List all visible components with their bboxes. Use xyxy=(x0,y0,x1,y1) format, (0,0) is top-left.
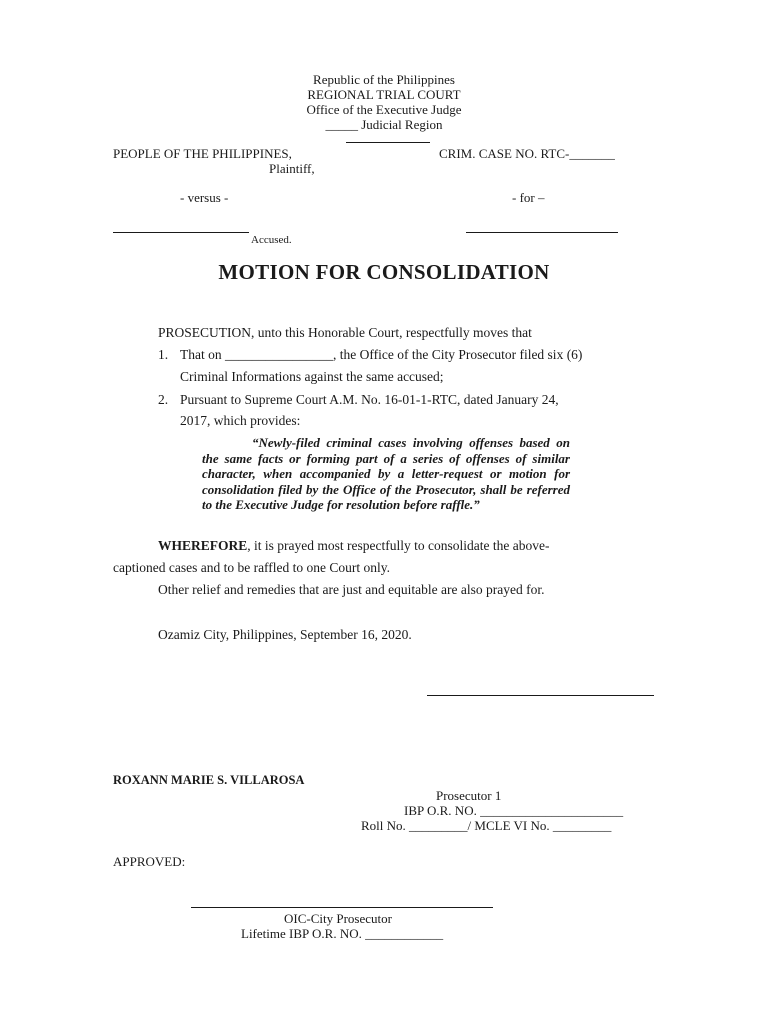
intro-paragraph: PROSECUTION, unto this Honorable Court, respectfully moves that xyxy=(158,325,532,340)
case-number: CRIM. CASE NO. RTC-_______ xyxy=(439,146,615,161)
wherefore-keyword: WHEREFORE xyxy=(158,538,248,553)
accused-role: Accused. xyxy=(251,234,292,246)
item1-line1: That on ________________, the Office of the City Prosecutor filed six (6) xyxy=(180,347,583,362)
for-label: - for – xyxy=(512,190,545,205)
header-court: REGIONAL TRIAL COURT xyxy=(307,87,461,102)
header-office: Office of the Executive Judge xyxy=(306,102,462,117)
other-relief: Other relief and remedies that are just and equitable are also prayed for. xyxy=(158,582,545,597)
plaintiff-role: Plaintiff, xyxy=(269,161,315,176)
item2-line2: 2017, which provides: xyxy=(180,413,301,428)
wherefore-line1 xyxy=(158,535,549,557)
wherefore-line2: captioned cases and to be raffled to one Court only. xyxy=(113,560,391,575)
wherefore-text: , it is prayed most respectfully to consolidate the above- xyxy=(247,538,550,553)
header-republic: Republic of the Philippines xyxy=(313,72,455,87)
item1-line2: Criminal Informations against the same accused; xyxy=(180,369,444,384)
approved-label: APPROVED: xyxy=(113,854,186,869)
quoted-provision: “Newly-filed criminal cases involving offenses based on the same facts or forming part of a series of offenses of similar character, when accompanied by a letter-request or motion for consolidation filed by the Office of the Prosecutor, shall be referred to the Executive Judge for resolution before raffle.” xyxy=(202,435,570,512)
place-date: Ozamiz City, Philippines, September 16, 2020. xyxy=(158,627,412,642)
header-divider xyxy=(346,142,430,143)
header-region-blank: _____ xyxy=(325,117,358,132)
prosecutor-position: Prosecutor 1 xyxy=(436,788,502,803)
plaintiff-party: PEOPLE OF THE PHILIPPINES, xyxy=(113,146,292,161)
item1-number: 1. xyxy=(158,347,169,362)
accused-name-line xyxy=(113,232,249,233)
approver-signature-line xyxy=(191,907,493,908)
page-title: MOTION FOR CONSOLIDATION xyxy=(218,260,550,284)
prosecutor-name: ROXANN MARIE S. VILLAROSA xyxy=(113,773,305,787)
approver-ibp: Lifetime IBP O.R. NO. ____________ xyxy=(241,926,444,941)
versus-label: - versus - xyxy=(180,190,229,205)
offense-line xyxy=(466,232,618,233)
prosecutor-roll: Roll No. _________/ MCLE VI No. _________ xyxy=(361,818,612,833)
approver-position: OIC-City Prosecutor xyxy=(284,911,392,926)
item2-number: 2. xyxy=(158,392,169,407)
header-region-text: Judicial Region xyxy=(358,117,443,132)
signature-line xyxy=(427,695,654,696)
header-region xyxy=(234,117,534,133)
prosecutor-ibp: IBP O.R. NO. ______________________ xyxy=(404,803,624,818)
item2-line1: Pursuant to Supreme Court A.M. No. 16-01-1-RTC, dated January 24, xyxy=(180,392,559,407)
